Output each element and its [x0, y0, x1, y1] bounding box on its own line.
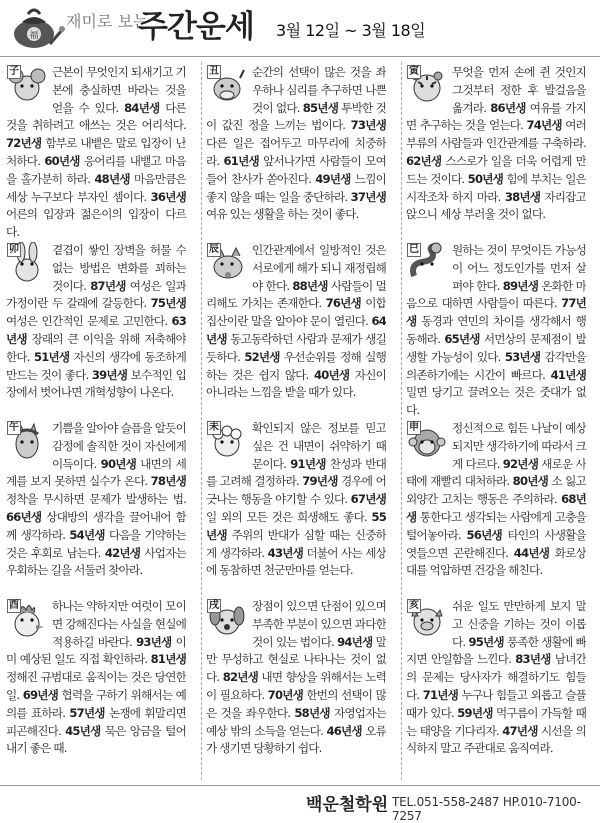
- zodiac-label: 巳: [409, 244, 419, 255]
- contact-info: TEL.051-558-2487 HP.010-7100-7257: [392, 795, 581, 823]
- fortune-text: 원하는 것이 무엇이든 가능성이 어느 정도인가를 먼저 살펴야 한다. 89년생 온화한 마음으로 대하면 사람들이 따른다. 77년생 동경과 연민의 차이를 생각해서 행동해라. 65년생 서먼상의 문제점이 발생할 가능성이 있다. 53년생 감각만을 의존하기에는 시간이 빠르다. 41년생 밀면 당기고 끌려오는 것은 줏대가 없다.: [406, 243, 586, 417]
- fortune-card-rooster: [6, 598, 186, 773]
- zodiac-label: 寅: [409, 66, 419, 77]
- dog-icon: [206, 598, 248, 640]
- fortune-text: 정신적으로 힘든 나날이 예상되지만 생각하기에 따라서 크게 다르다. 92년생 새로운 사태에 재빨리 대처하라. 80년생 소 잃고 외양간 고치는 행동은 주의하라. 68년생 통한다고 생각되는 사람에게 고충을 털어놓아라. 56년생 타인의 사생활을 엿들으면 곤란해진다. 44년생 화로상대를 억압하면 건강을 해친다.: [406, 421, 586, 578]
- fortune-card-snake: [406, 242, 586, 417]
- sheep-icon: [206, 420, 248, 462]
- header-subtitle: 재미로 보는: [66, 12, 149, 31]
- footer: [0, 786, 600, 823]
- fortune-card-dog: [206, 598, 386, 773]
- zodiac-label: 辰: [209, 244, 219, 255]
- fortune-text: 무엇을 먼저 손에 쥔 것인지 그것부터 정한 후 발걸음을 옮겨라. 86년생 여유를 가지면 추구하는 것을 얻는다. 74년생 여러 부류의 사람들과 인간관계를 구축하라. 62년생 스스로가 일을 더욱 어렵게 만드는 것이다. 50년생 힘에 부치는 일은 시작조차 하지 마라. 38년생 자리잡고 앉으니 세상 부러울 것이 없다.: [406, 65, 586, 222]
- fortune-card-mouse: [6, 64, 186, 239]
- fortune-text: 확인되지 않은 정보를 믿고 싶은 건 내면이 쉬약하기 때문이다. 91년생 찬성과 반대를 고려해 결정하라. 79년생 경우에 어긋나는 행동을 야기할 수 있다. 67년생 일 외의 모든 것은 희생해도 좋다. 55년생 주위의 반대가 심할 때는 신중하게 생각하라. 43년생 더불어 사는 세상에 동참하면 천군만마를 얻는다.: [206, 421, 386, 578]
- zodiac-label: 戌: [209, 600, 219, 611]
- zodiac-label: 申: [409, 422, 419, 433]
- date-range: 3월 12일 ~ 3월 18일: [276, 21, 426, 40]
- fortune-text: 기쁨을 알아야 슬픔을 알듯이 감정에 솔직한 것이 자신에게 이득이다. 90년생 내면의 세계를 보지 못하면 실수가 온다. 78년생 정착을 무시하면 문제가 발생하는 법. 66년생 상대방의 생각을 끌어내어 함께 생각하라. 54년생 다음을 기약하는 것은 후회로 남는다. 42년생 사업자는 우회하는 길을 서둘러 찾아라.: [6, 421, 186, 578]
- monkey-icon: [406, 420, 448, 462]
- zodiac-label: 午: [9, 422, 19, 433]
- fortune-text: 근본이 무엇인지 되새기고 기본에 충실하면 바라는 것을 얻을 수 있다. 84년생 다른 것을 취하려고 애쓰는 것은 어리석다. 72년생 함부로 내뱉은 말로 입장이 난처하다. 60년생 응어리를 내뱉고 마음을 홀가분히 하라. 48년생 마음만큼은 세상 누구보다 부자인 셈이다. 36년생 어른의 입장과 젊은이의 입장이 다르다.: [6, 65, 186, 239]
- fortune-card-horse: [6, 420, 186, 595]
- fortune-pouch-logo: [6, 4, 66, 50]
- fortune-card-rabbit: [6, 242, 186, 417]
- fortune-text: 하나는 약하지만 여럿이 모이면 강해진다는 사실을 현실에 적용하길 바란다. 93년생 이미 예상된 일도 직접 확인하라. 81년생 정해진 규범대로 움직이는 것은 당연한 일. 69년생 협력을 구하기 위해서는 예의를 표하라. 57년생 논쟁에 휘말리면 피곤해진다. 45년생 묵은 앙금을 털어 내기 좋은 때.: [6, 599, 186, 756]
- fortune-card-pig: [406, 598, 586, 773]
- snake-icon: [406, 242, 448, 284]
- fortune-card-tiger: [406, 64, 586, 239]
- zodiac-label: 卯: [9, 244, 19, 255]
- fortune-text: 순간의 선택이 많은 것을 좌우하나 심리를 추구하면 나쁜 것이 없다. 85년생 투박한 것이 값진 정을 느끼는 법이다. 73년생 다른 일은 접어두고 마무리에 치중하라. 61년생 앞서나가면 사람들이 모여들어 찬사가 쏟아진다. 49년생 느낌이 좋지 않을 때는 일을 중단하라. 37년생 여유 있는 생활을 하는 것이 좋다.: [206, 65, 386, 222]
- rabbit-icon: [6, 242, 48, 284]
- academy-name: 백운철학원: [306, 795, 389, 815]
- dragon-icon: [206, 242, 248, 284]
- fortune-text: 인간관계에서 일방적인 것은 서로에게 해가 되니 재정립해야 한다. 88년생 사람들이 멀리해도 가치는 존재한다. 76년생 이합집산이란 말을 알아야 문이 열린다. 64년생 동고동락하던 사람과 문제가 생길 듯하다. 52년생 우선순위를 정해 실행하는 것은 쉽지 않다. 40년생 자신이 아니라는 느낌을 받을 때가 있다.: [206, 243, 386, 400]
- ox-icon: [206, 64, 248, 106]
- fortune-card-sheep: [206, 420, 386, 595]
- zodiac-label: 丑: [209, 66, 219, 77]
- column-divider: [201, 62, 202, 780]
- zodiac-label: 酉: [9, 600, 19, 611]
- fortune-card-monkey: [406, 420, 586, 595]
- column-divider: [401, 62, 402, 780]
- fortune-text: 쉬운 일도 만만하게 보지 말고 신중을 기하는 것이 이롭다. 95년생 풍족한 생활에 빠지면 안일함을 느낀다. 83년생 남녀간의 문제는 당사자가 해결하기도 힘들다. 71년생 누구나 힘들고 외롭고 슬플 때가 있다. 59년생 먹구름이 가득할 때는 태양을 기다리자. 47년생 시선을 의식하지 말고 주관대로 움직여라.: [406, 599, 586, 756]
- fortune-card-ox: [206, 64, 386, 239]
- mouse-icon: [6, 64, 48, 106]
- rooster-icon: [6, 598, 48, 640]
- fortune-card-dragon: [206, 242, 386, 417]
- zodiac-label: 子: [9, 66, 19, 77]
- page-title: 주간운세: [138, 9, 254, 45]
- header: [0, 0, 600, 56]
- header-divider: [0, 56, 600, 57]
- horse-icon: [6, 420, 48, 462]
- svg-text:福: 福: [29, 31, 39, 41]
- fortune-text: 장점이 있으면 단점이 있으며 부족한 부분이 있으면 과다한 것이 있는 법이다. 94년생 말만 무성하고 현실로 나타나는 것이 없다. 82년생 내면 향상을 위해서는 노력이 필요하다. 70년생 한번의 선택이 많은 것을 좌우한다. 58년생 자영업자는 예상 밖의 소득을 얻는다. 46년생 오류가 생기면 당황하기 쉽다.: [206, 599, 386, 756]
- tiger-icon: [406, 64, 448, 106]
- zodiac-label: 未: [209, 422, 219, 433]
- fortune-text: 곁겹이 쌓인 장벽을 허물 수 없는 방법은 변화를 꾀하는 것이다. 87년생 여성은 일과 가정이란 두 갈래에 갈등한다. 75년생 여성은 인간적인 문제로 고민한다. 63년생 장래의 큰 이익을 위해 저축해야 한다. 51년생 자신의 생각에 동조하게 만드는 것이 좋다. 39년생 보수적인 입장에서 벗어나면 개혁성향이 나온다.: [6, 243, 186, 400]
- pig-icon: [406, 598, 448, 640]
- zodiac-label: 亥: [409, 600, 419, 611]
